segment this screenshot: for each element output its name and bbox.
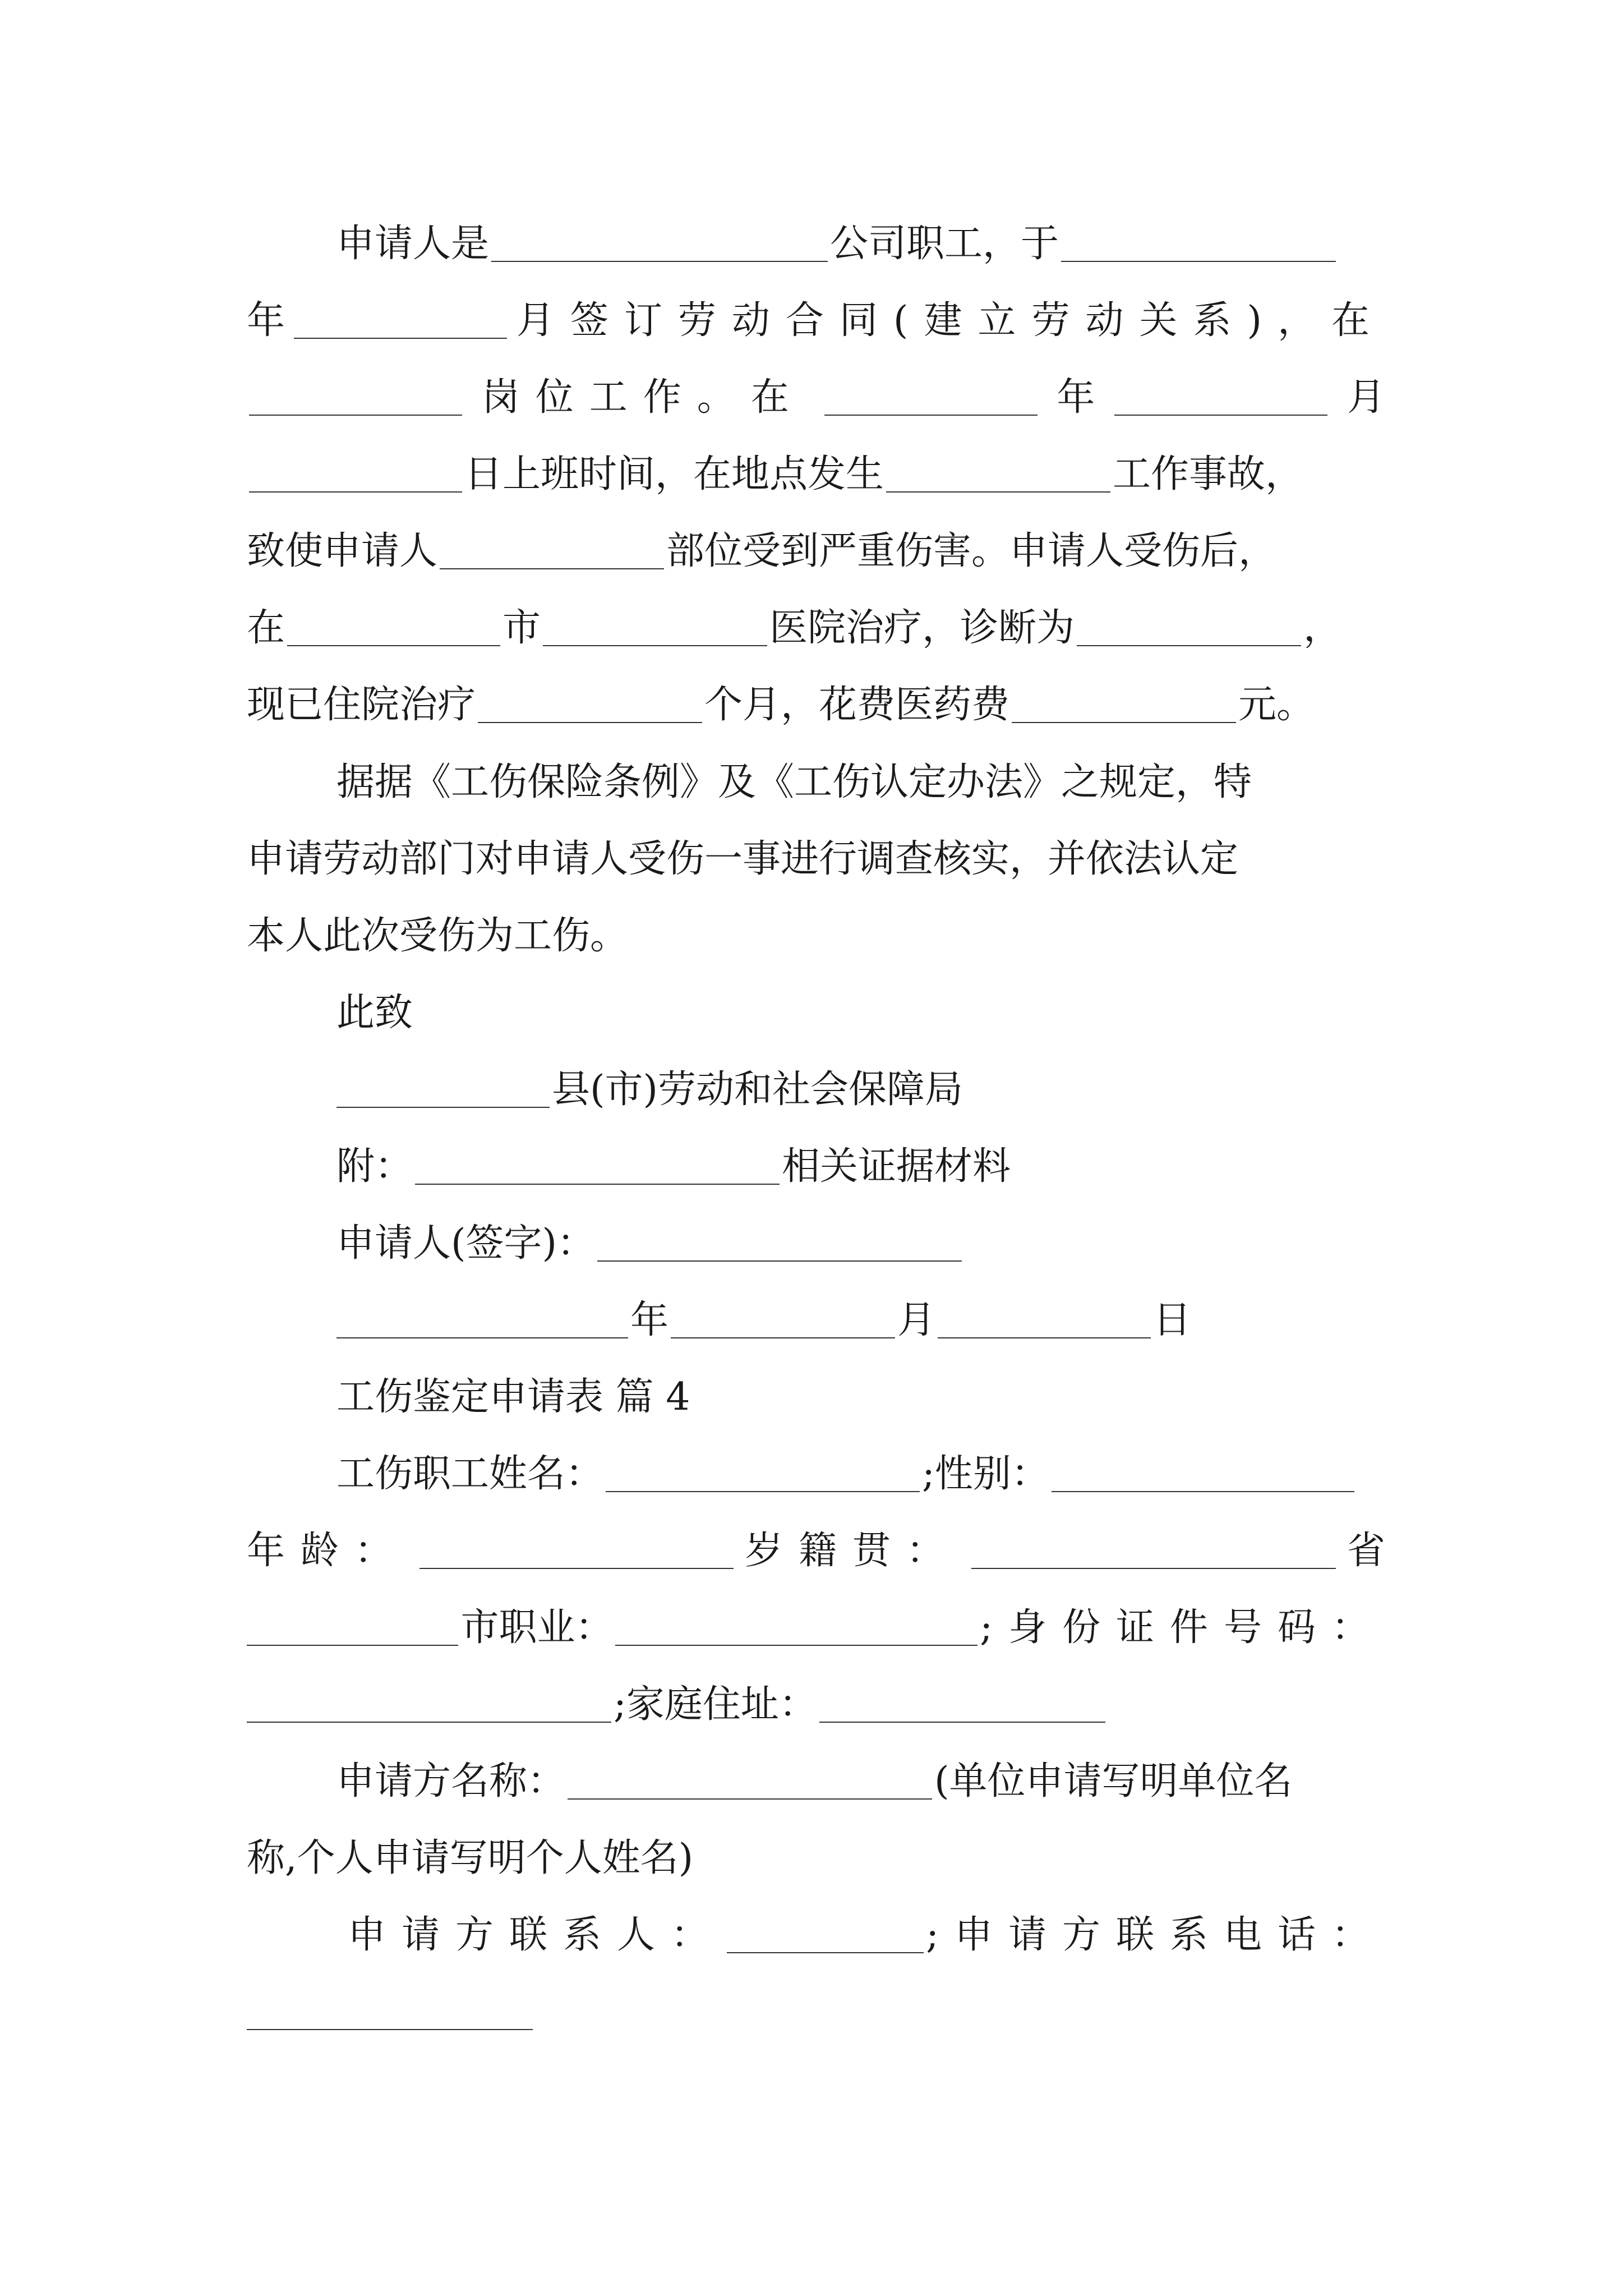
text: 申请方联系人：	[348, 1913, 725, 1957]
text: 县(市)劳动和社会保障局	[552, 1068, 963, 1112]
text: 申请人(签字)：	[336, 1221, 596, 1266]
blank-month[interactable]	[294, 303, 507, 339]
section-title	[336, 1369, 1385, 1425]
text: 工伤鉴定申请表 篇 4	[336, 1375, 690, 1419]
blank-position[interactable]	[249, 380, 462, 416]
text: 市职业：	[460, 1605, 614, 1650]
text: 现已住院治疗	[247, 683, 476, 727]
blank-company[interactable]	[491, 226, 828, 262]
form-line-address	[247, 1677, 1385, 1733]
text-line-7	[247, 677, 1385, 733]
text: 日	[1153, 1298, 1192, 1342]
text: 致使申请人	[247, 529, 438, 573]
text: 月	[1347, 375, 1385, 420]
text: ，	[1303, 606, 1342, 650]
blank-contact-person[interactable]	[727, 1917, 924, 1953]
text-line-4	[247, 447, 1385, 503]
blank-city-2[interactable]	[247, 1610, 458, 1646]
blank-accident-day[interactable]	[249, 457, 462, 493]
blank-applicant-name[interactable]	[568, 1764, 932, 1800]
text: 年	[1057, 375, 1095, 420]
blank-gender[interactable]	[1052, 1456, 1354, 1492]
text: 医院治疗，诊断为	[769, 606, 1075, 650]
blank-county[interactable]	[336, 1072, 550, 1108]
text: ;申请方联系电话：	[926, 1913, 1385, 1957]
text-line-2	[247, 293, 1385, 349]
blank-sign-day[interactable]	[938, 1303, 1151, 1338]
form-line-phone	[247, 1984, 1385, 2040]
text: 称,个人申请写明个人姓名)	[247, 1836, 694, 1880]
blank-accident-type[interactable]	[886, 457, 1110, 493]
blank-contact-phone[interactable]	[247, 1994, 533, 2030]
blank-worker-name[interactable]	[606, 1456, 920, 1492]
text: 在	[247, 606, 285, 650]
signature-line	[336, 1216, 1385, 1272]
text: 岗位工作。在	[481, 375, 805, 420]
text: (单位申请写明单位名	[934, 1759, 1293, 1803]
text: 年	[630, 1298, 669, 1342]
form-line-age	[247, 1523, 1385, 1579]
blank-year[interactable]	[1061, 226, 1336, 262]
form-line-note	[247, 1830, 1385, 1887]
text-line-9	[247, 831, 1385, 887]
blank-id-number[interactable]	[247, 1687, 611, 1723]
form-line-contact	[348, 1907, 1385, 1963]
text: 月签订劳动合同(建立劳动关系)，在	[516, 298, 1385, 343]
blank-sign-month[interactable]	[671, 1303, 895, 1338]
text-line-6	[247, 600, 1385, 656]
text: 月	[897, 1298, 936, 1342]
blank-months[interactable]	[478, 687, 702, 723]
text: 工作事故，	[1113, 452, 1304, 496]
attachment-line	[336, 1139, 1385, 1195]
blank-home-address[interactable]	[819, 1687, 1105, 1723]
text-line-5	[247, 523, 1385, 579]
text: 申请人是	[336, 222, 490, 266]
text-line-3	[247, 370, 1385, 426]
text: ;性别：	[922, 1452, 1049, 1496]
salutation	[336, 985, 1385, 1041]
recipient-line	[336, 1062, 1385, 1118]
text: ;身份证件号码：	[980, 1605, 1385, 1650]
form-line-applicant	[336, 1754, 1385, 1810]
text: 年	[247, 298, 285, 343]
text: 申请方名称：	[336, 1759, 566, 1803]
text: 市	[502, 606, 541, 650]
text: 部位受到严重伤害。申请人受伤后，	[666, 529, 1277, 573]
text: 相关证据材料	[782, 1144, 1011, 1189]
blank-cost[interactable]	[1012, 687, 1236, 723]
text: 据据《工伤保险条例》及《工伤认定办法》之规定，特	[336, 760, 1252, 804]
text: ;家庭住址：	[614, 1682, 817, 1727]
text: 年龄：	[247, 1529, 409, 1573]
blank-attachment[interactable]	[415, 1149, 780, 1185]
blank-signature[interactable]	[597, 1226, 962, 1262]
text: 工伤职工姓名：	[336, 1452, 604, 1496]
text: 公司职工，于	[830, 222, 1059, 266]
blank-city[interactable]	[287, 610, 500, 646]
text: 个月，花费医药费	[704, 683, 1010, 727]
blank-accident-year[interactable]	[824, 380, 1038, 416]
blank-accident-month[interactable]	[1114, 380, 1327, 416]
date-line	[336, 1292, 1385, 1349]
text: 日上班时间，在地点发生	[464, 452, 884, 496]
blank-diagnosis[interactable]	[1077, 610, 1301, 646]
form-line-occupation	[247, 1600, 1385, 1656]
text: 申请劳动部门对申请人受伤一事进行调查核实，并依法认定	[247, 837, 1239, 881]
blank-native-place[interactable]	[971, 1533, 1336, 1569]
blank-hospital[interactable]	[543, 610, 767, 646]
text-line-1	[336, 216, 1385, 272]
text: 元。	[1238, 683, 1315, 727]
form-line-name	[336, 1446, 1385, 1502]
text-line-10	[247, 908, 1385, 964]
blank-sign-year[interactable]	[336, 1303, 628, 1338]
blank-age[interactable]	[419, 1533, 734, 1569]
text: 岁籍贯：	[744, 1529, 960, 1573]
blank-occupation[interactable]	[615, 1610, 978, 1646]
text: 省	[1347, 1529, 1385, 1573]
text: 本人此次受伤为工伤。	[247, 914, 629, 958]
text-line-8	[336, 754, 1385, 811]
blank-injury-part[interactable]	[440, 533, 664, 569]
text: 此致	[336, 991, 413, 1035]
text: 附：	[336, 1144, 413, 1189]
